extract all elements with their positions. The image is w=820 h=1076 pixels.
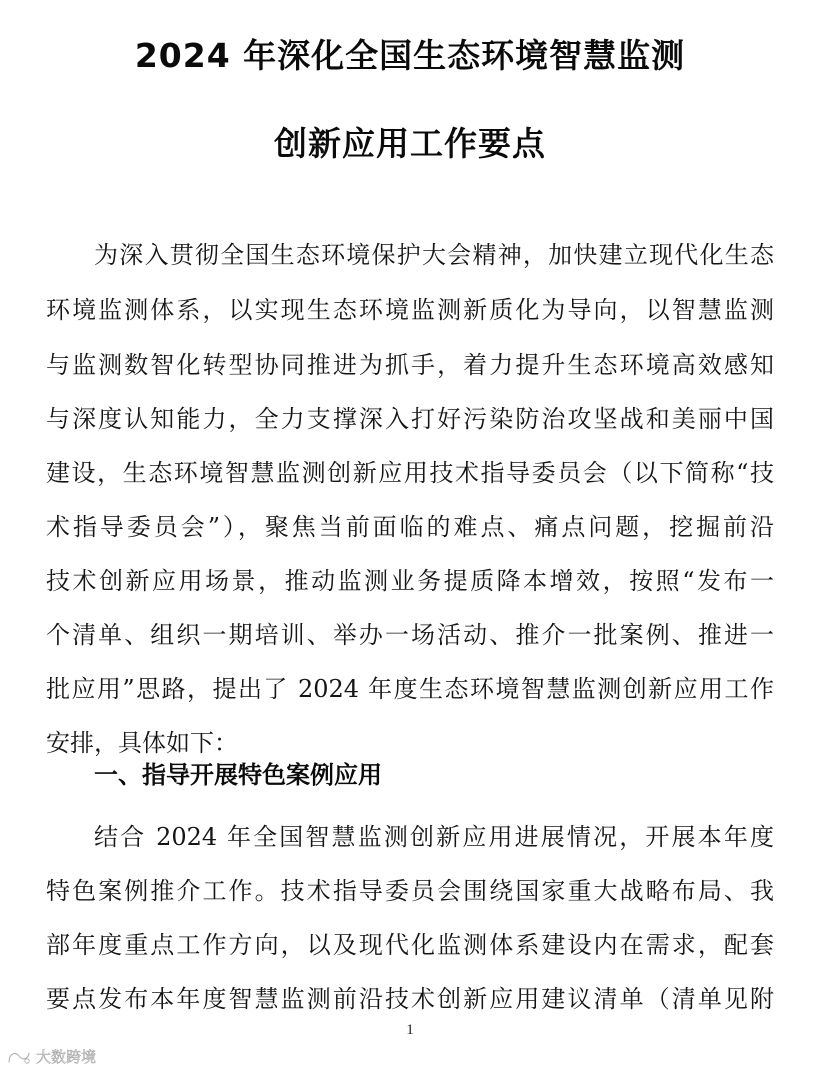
paragraph-line: 环境监测体系，以实现生态环境监测新质化为导向，以智慧监测 <box>46 296 774 324</box>
paragraph-line: 批应用”思路，提出了 2024 年度生态环境智慧监测创新应用工作 <box>46 675 774 703</box>
page-number: 1 <box>406 1022 414 1038</box>
watermark-text: 大数跨境 <box>36 1048 97 1066</box>
paragraph-line: 与监测数智化转型协同推进为抓手，着力提升生态环境高效感知 <box>46 351 774 379</box>
document-title-line-1: 2024 年深化全国生态环境智慧监测 <box>134 36 686 75</box>
section-heading: 一、指导开展特色案例应用 <box>94 761 382 789</box>
paragraph-line: 术指导委员会”），聚焦当前面临的难点、痛点问题，挖掘前沿 <box>46 513 774 541</box>
paragraph-line: 为深入贯彻全国生态环境保护大会精神，加快建立现代化生态 <box>94 241 774 269</box>
paragraph-line: 要点发布本年度智慧监测前沿技术创新应用建议清单（清单见附 <box>46 985 774 1013</box>
paragraph-line: 与深度认知能力，全力支撑深入打好污染防治攻坚战和美丽中国 <box>46 405 774 433</box>
paragraph-line: 建设，生态环境智慧监测创新应用技术指导委员会（以下简称“技 <box>46 459 774 487</box>
logo-icon <box>6 1048 32 1066</box>
paragraph-line: 安排，具体如下： <box>46 729 238 757</box>
paragraph-line: 结合 2024 年全国智慧监测创新应用进展情况，开展本年度 <box>94 823 774 851</box>
paragraph-line: 个清单、组织一期培训、举办一场活动、推介一批案例、推进一 <box>46 621 774 649</box>
paragraph-line: 技术创新应用场景，推动监测业务提质降本增效，按照“发布一 <box>46 567 774 595</box>
paragraph-line: 部年度重点工作方向，以及现代化监测体系建设内在需求，配套 <box>46 931 774 959</box>
paragraph-line: 特色案例推介工作。技术指导委员会围绕国家重大战略布局、我 <box>46 877 774 905</box>
document-title-line-2: 创新应用工作要点 <box>274 124 546 163</box>
watermark <box>6 1046 96 1067</box>
